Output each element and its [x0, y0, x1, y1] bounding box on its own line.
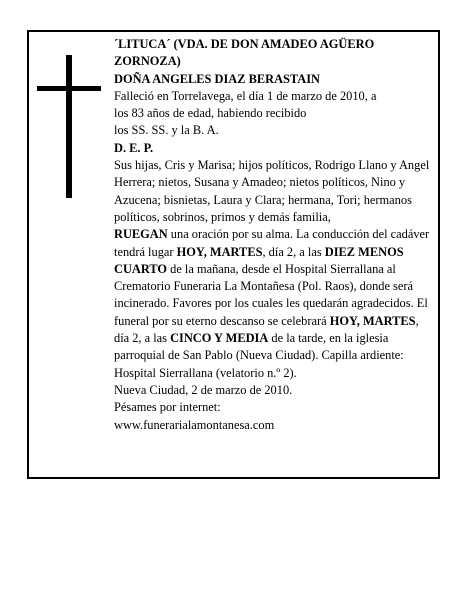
ruegan-text: RUEGAN	[114, 227, 168, 242]
ceremony-text-2: , día 2, a las	[262, 244, 325, 259]
deceased-nickname: ´LITUCA´ (VDA. DE DON AMADEO AGÜERO ZORNOZA)	[114, 37, 375, 69]
ceremony-text-5: de la tarde, en la iglesia parroquial de San Pablo (Nueva Ciudad). Capilla ardiente: Hospital Sierrallana (velatorio n.º 2).	[114, 331, 404, 380]
family-paragraph: Sus hijas, Cris y Marisa; hijos políticos, Rodrigo Llano y Angel Herrera; nietos, Susana y Amadeo; nietos políticos, Nino y Azucena; bisnietas, Laura y Clara; hermana, Tori; hermanos políticos, sobrinos, primos y demás familia,	[114, 158, 430, 224]
day-text-2: HOY, MARTES	[329, 313, 416, 328]
cross-icon	[66, 55, 72, 198]
death-line-3: los SS. SS. y la B. A.	[114, 123, 219, 138]
conduction-time: DIEZ MENOS CUARTO	[114, 244, 404, 276]
funeral-time: CINCO Y MEDIA	[170, 331, 269, 346]
cross-icon-arm	[37, 86, 101, 91]
obituary-text	[114, 36, 432, 434]
deceased-name: DOÑA ANGELES DIAZ BERASTAIN	[114, 71, 320, 86]
condolences-label: Pésames por internet:	[114, 400, 221, 415]
dep-line: D. E. P.	[114, 140, 154, 155]
ceremony-text-1: una oración por su alma. La conducción del cadáver tendrá lugar	[114, 227, 430, 259]
ceremony-text-3: de la mañana, desde el Hospital Sierrallana al Crematorio Funeraria La Montañesa (Pol. Raos), donde será incinerado. Favores por los cuales les quedarán agradecidos. El funeral por su eterno descanso se celebrará	[114, 261, 428, 328]
death-line-1: Falleció en Torrelavega, el día 1 de marzo de 2010, a	[114, 88, 377, 103]
place-date: Nueva Ciudad, 2 de marzo de 2010.	[114, 382, 293, 397]
death-line-2: los 83 años de edad, habiendo recibido	[114, 106, 307, 121]
website-link[interactable]: www.funerarialamontanesa.com	[114, 417, 275, 432]
ceremony-paragraph	[114, 226, 432, 382]
day-text-1: HOY, MARTES	[176, 244, 263, 259]
ceremony-text-4: , día 2, a las	[114, 313, 419, 346]
